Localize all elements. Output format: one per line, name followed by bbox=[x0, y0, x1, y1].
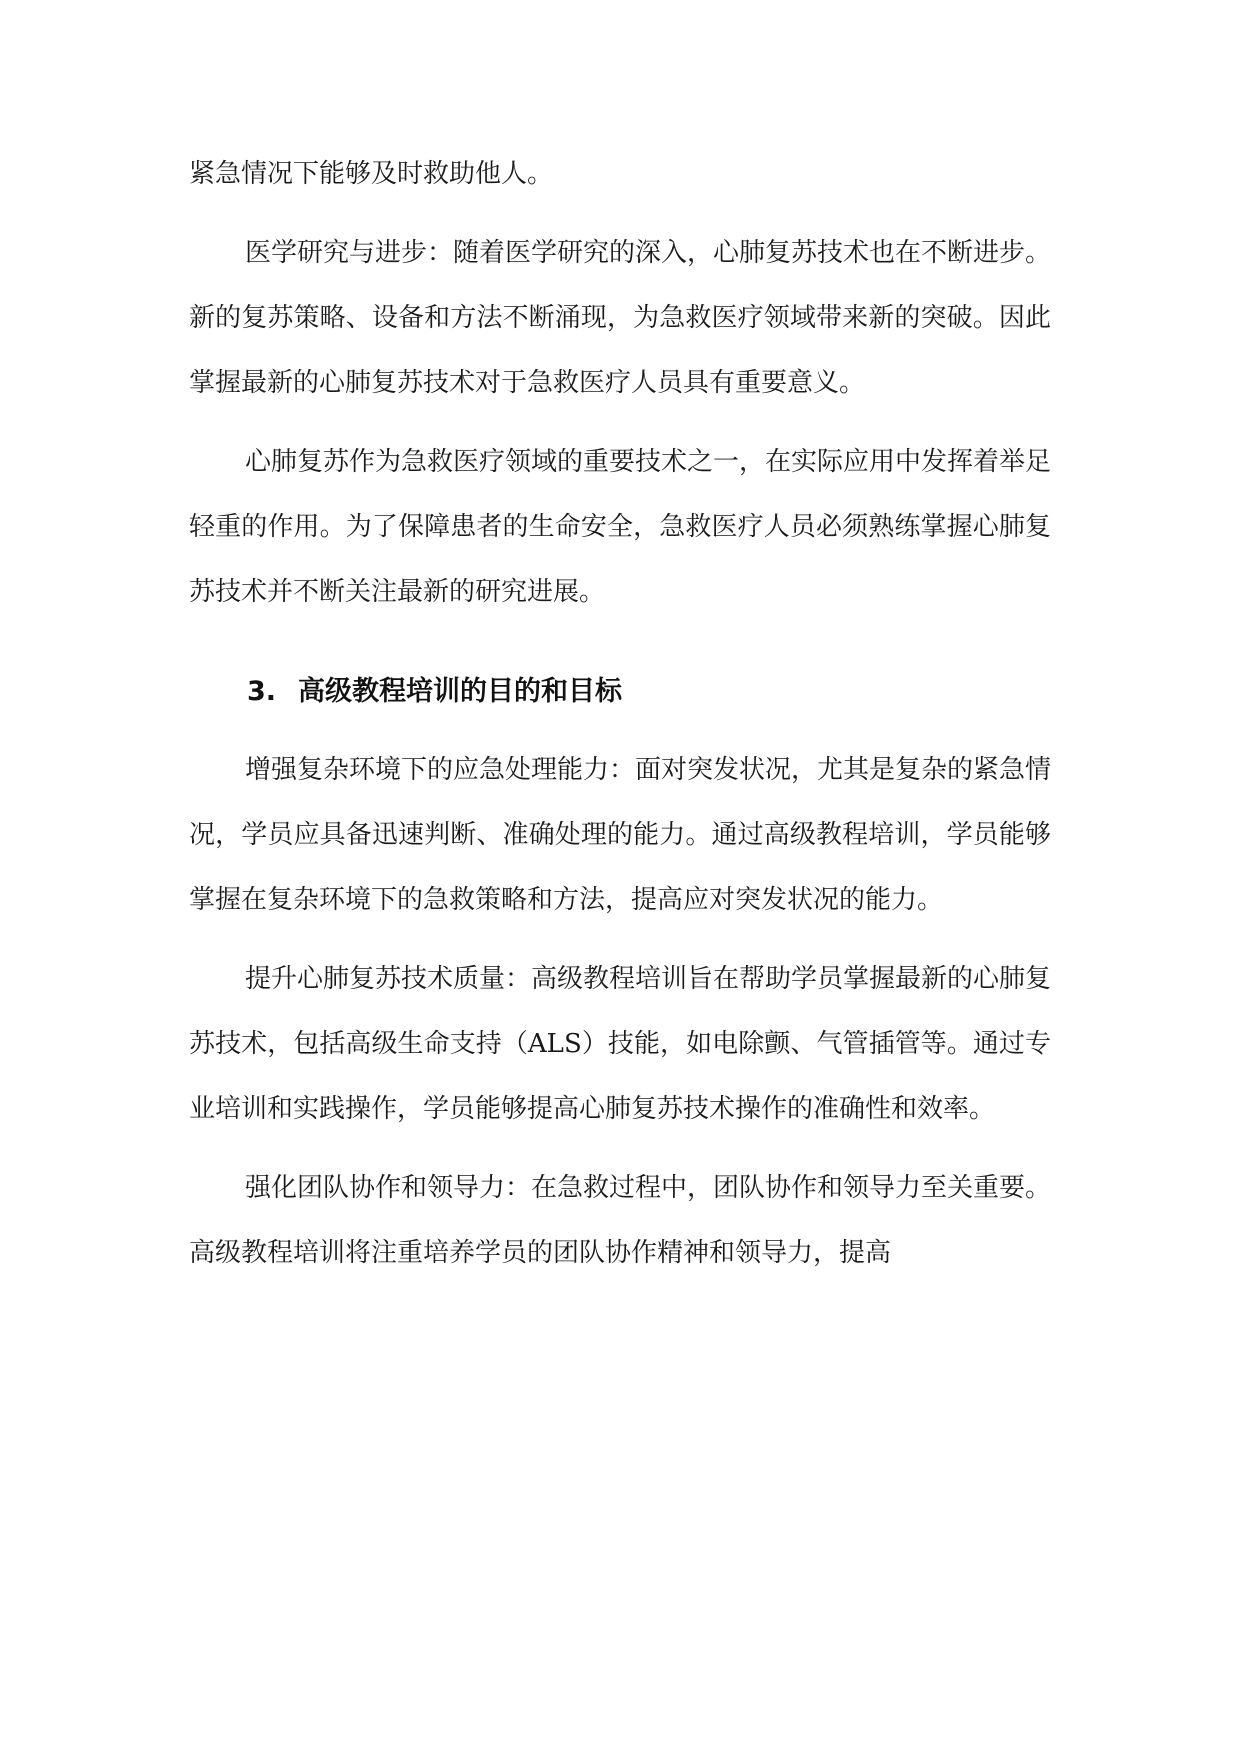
document-body bbox=[189, 142, 1051, 1300]
paragraph-continuation: 紧急情况下能够及时救助他人。 bbox=[189, 159, 554, 189]
section-number: 3. bbox=[247, 676, 277, 707]
paragraph-medical-research: 医学研究与进步：随着医学研究的深入，心肺复苏技术也在不断进步。新的复苏策略、设备和方法不断涌现，为急救医疗领域带来新的突破。因此掌握最新的心肺复苏技术对于急救医疗人员具有重要意义。 bbox=[189, 238, 1052, 398]
paragraph-emergency-response: 增强复杂环境下的应急处理能力：面对突发状况，尤其是复杂的紧急情况，学员应具备迅速判断、准确处理的能力。通过高级教程培训，学员能够掌握在复杂环境下的急救策略和方法，提高应对突发状况的能力。 bbox=[189, 755, 1052, 915]
paragraph-cpr-importance: 心肺复苏作为急救医疗领域的重要技术之一，在实际应用中发挥着举足轻重的作用。为了保障患者的生命安全，急救医疗人员必须熟练掌握心肺复苏技术并不断关注最新的研究进展。 bbox=[189, 447, 1052, 607]
paragraph-teamwork: 强化团队协作和领导力：在急救过程中，团队协作和领导力至关重要。高级教程培训将注重培养学员的团队协作精神和领导力，提高 bbox=[189, 1173, 1052, 1268]
paragraph-cpr-quality: 提升心肺复苏技术质量：高级教程培训旨在帮助学员掌握最新的心肺复苏技术，包括高级生命支持（ALS）技能，如电除颤、气管插管等。通过专业培训和实践操作，学员能够提高心肺复苏技术操作的准确性和效率。 bbox=[189, 964, 1052, 1124]
section-title: 高级教程培训的目的和目标 bbox=[298, 676, 623, 707]
section-heading bbox=[189, 659, 1051, 724]
